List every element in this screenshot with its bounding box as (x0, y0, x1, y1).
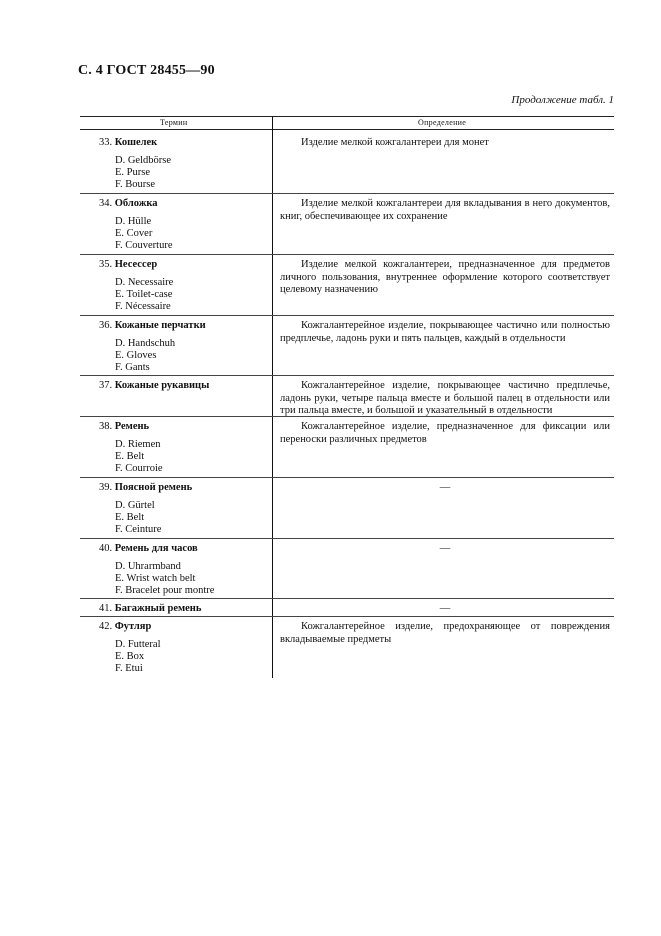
row-separator (80, 315, 614, 316)
row-separator (80, 477, 614, 478)
equivalent-item: D. Gürtel (115, 500, 155, 511)
term-label: Кожаные рукавицы (114, 380, 210, 391)
row-separator (80, 375, 614, 376)
term-name (99, 603, 201, 615)
term-number: 40. (99, 543, 115, 554)
equivalent-item: E. Box (115, 651, 145, 663)
foreign-equivalents (115, 277, 173, 314)
foreign-equivalents (115, 439, 163, 476)
term-number: 42. (99, 621, 115, 632)
term-number: 39. (99, 482, 115, 493)
term-name (99, 621, 151, 633)
equivalent-item: E. Purse (115, 167, 150, 179)
term-label: Кожаные перчатки (114, 320, 206, 331)
row-separator (80, 616, 614, 617)
term-number: 38. (99, 421, 115, 432)
equivalent-item: F. Couverture (115, 240, 173, 252)
term-definition: Кожгалантерейное изделие, предназначенное для фиксации или переноски различных предметов (280, 421, 610, 445)
row-separator (80, 193, 614, 194)
term-definition: Изделие мелкой кожгалантереи для вкладывания в него документов, книг, обеспечивающее их сохранение (280, 198, 610, 222)
equivalent-item: E. Gloves (115, 350, 157, 362)
term-label: Поясной ремень (114, 482, 193, 493)
term-label: Ремень для часов (114, 543, 198, 554)
equivalent-item: F. Bourse (115, 179, 155, 191)
row-separator (80, 538, 614, 539)
term-name (99, 421, 149, 433)
equivalent-item: D. Geldbörse (115, 155, 171, 166)
equivalent-item: D. Uhrarmband (115, 561, 181, 572)
term-name (99, 259, 157, 271)
term-number: 41. (99, 603, 115, 614)
term-label: Ремень (114, 421, 150, 432)
table-header-rule (80, 129, 614, 130)
row-separator (80, 416, 614, 417)
term-label: Обложка (114, 198, 158, 209)
foreign-equivalents (115, 500, 161, 537)
equivalent-item: F. Nécessaire (115, 301, 171, 313)
equivalent-item: E. Belt (115, 451, 145, 463)
foreign-equivalents (115, 561, 214, 598)
equivalent-item: E. Wrist watch belt (115, 573, 196, 585)
equivalent-item: E. Cover (115, 228, 153, 240)
term-definition: Кожгалантерейное изделие, покрывающее частично или полностью предплечье, ладонь руки и пять пальцев, каждый в отдельности (280, 320, 610, 344)
term-definition: Кожгалантерейное изделие, предохраняющее от повреждения вкладываемые предметы (280, 621, 610, 645)
term-number: 35. (99, 259, 115, 270)
term-definition: — (439, 482, 451, 493)
term-name (99, 198, 158, 210)
term-definition: Кожгалантерейное изделие, покрывающее частично предплечье, ладонь руки, четыре пальца вместе и большой палец в отдельности или три пальца вместе, и большой и указательный в отдельности (280, 380, 610, 416)
term-definition: — (439, 603, 451, 614)
equivalent-item: D. Necessaire (115, 277, 174, 288)
term-number: 33. (99, 137, 115, 148)
page-title: С. 4 ГОСТ 28455—90 (78, 63, 215, 78)
equivalent-item: F. Gants (115, 362, 150, 374)
equivalent-item: F. Courroie (115, 463, 163, 475)
equivalent-item: D. Handschuh (115, 338, 176, 349)
row-separator (80, 254, 614, 255)
term-name (99, 543, 198, 555)
term-definition: — (439, 543, 451, 554)
equivalent-item: D. Riemen (115, 439, 161, 450)
foreign-equivalents (115, 155, 171, 192)
continuation-note: Продолжение табл. 1 (511, 94, 614, 106)
equivalent-item: E. Belt (115, 512, 145, 524)
equivalent-item: F. Etui (115, 663, 143, 675)
term-label: Кошелек (114, 137, 158, 148)
term-definition: Изделие мелкой кожгалантереи для монет (301, 137, 489, 148)
term-label: Багажный ремень (114, 603, 202, 614)
term-name (99, 137, 157, 149)
equivalent-item: D. Futteral (115, 639, 161, 650)
table-top-rule (80, 116, 614, 117)
foreign-equivalents (115, 639, 161, 676)
term-definition: Изделие мелкой кожгалантереи, предназначенное для предметов личного пользования, внутреннее оформление которого соответствует целевому назначению (280, 259, 610, 295)
equivalent-item: F. Ceinture (115, 524, 162, 536)
foreign-equivalents (115, 338, 175, 375)
column-divider (272, 116, 273, 678)
term-number: 37. (99, 380, 115, 391)
term-name (99, 320, 206, 332)
equivalent-item: D. Hülle (115, 216, 152, 227)
column-header-definitions: Определение (418, 118, 467, 127)
term-number: 36. (99, 320, 115, 331)
term-name (99, 482, 192, 494)
column-header-terms: Термин (160, 118, 188, 127)
term-name (99, 380, 209, 392)
term-label: Несессер (114, 259, 158, 270)
equivalent-item: F. Bracelet pour montre (115, 585, 215, 597)
equivalent-item: E. Toilet-case (115, 289, 173, 301)
foreign-equivalents (115, 216, 172, 253)
term-label: Футляр (114, 621, 152, 632)
term-number: 34. (99, 198, 115, 209)
row-separator (80, 598, 614, 599)
